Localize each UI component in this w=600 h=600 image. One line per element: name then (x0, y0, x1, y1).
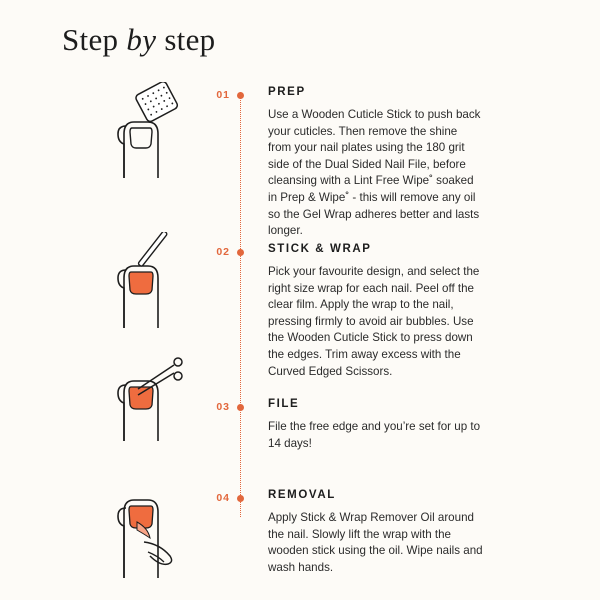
step-heading-01: PREP (268, 86, 306, 98)
step-dot-04 (237, 495, 244, 502)
scissors-trim-illustration (104, 345, 200, 441)
wrap-removal-illustration (104, 482, 200, 578)
step-content-04 (268, 489, 483, 576)
step-text-03: File the free edge and you’re set for up to 14 days! (268, 420, 481, 450)
title-word-step: Step (62, 22, 119, 57)
timeline-divider (240, 92, 241, 517)
step-heading-02: STICK & WRAP (268, 243, 372, 255)
title-word-by: by (126, 22, 157, 57)
step-text-01: Use a Wooden Cuticle Stick to push back your cuticles. Then remove the shine from your nail plates using the 180 grit side of the Dual Sided Nail File, before cleansing with a Lint Free Wipe˚ soaked in Prep & Wipe˚ - this will remove any oil so the Gel Wrap adheres better and lasts longer. (268, 108, 481, 238)
wrap-application-illustration (104, 232, 200, 328)
step-content-01 (268, 86, 483, 240)
step-number-03: 03 (216, 401, 230, 413)
step-content-02 (268, 243, 483, 380)
step-text-02: Pick your favourite design, and select the right size wrap for each nail. Peel off the clear film. Apply the wrap to the nail, pressing firmly to avoid air bubbles. Use the Wooden Cuticle Stick to press down the edges. Trim away excess with the Curved Edged Scissors. (268, 265, 480, 378)
nail-file-on-finger-illustration (104, 82, 200, 178)
step-content-03 (268, 398, 483, 452)
title-word-step2: step (164, 22, 216, 57)
step-number-02: 02 (216, 246, 230, 258)
step-dot-03 (237, 404, 244, 411)
page-title (62, 22, 215, 58)
step-number-04: 04 (216, 492, 230, 504)
step-heading-04: REMOVAL (268, 489, 336, 501)
step-dot-01 (237, 92, 244, 99)
step-dot-02 (237, 249, 244, 256)
step-number-01: 01 (216, 89, 230, 101)
step-text-04: Apply Stick & Wrap Remover Oil around the nail. Slowly lift the wrap with the wooden stick using the oil. Wipe nails and wash hands. (268, 511, 483, 574)
step-heading-03: FILE (268, 398, 300, 410)
